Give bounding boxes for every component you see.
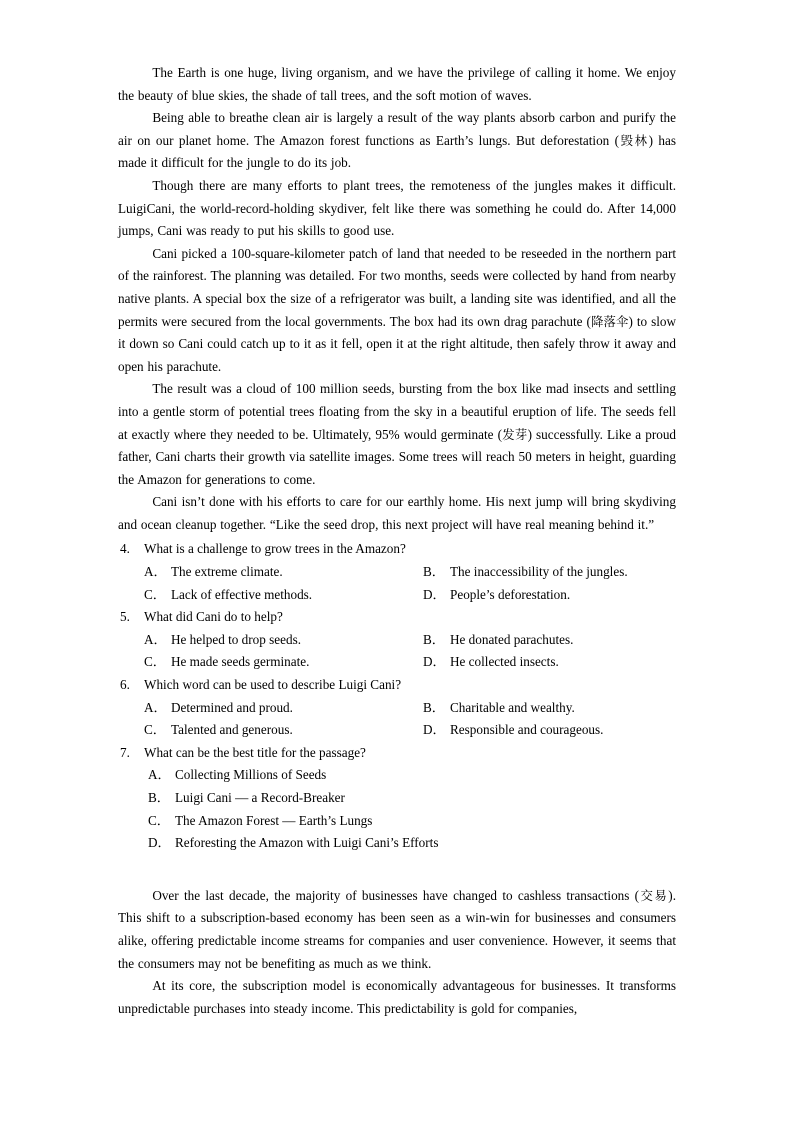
- passage-one-paragraph-2: Being able to breathe clean air is largely a result of the way plants absorb carbon and purify the air on our planet home. The Amazon forest functions as Earth’s lungs. But deforestation (毁林) has made it difficult for the jungle to do its job.: [118, 110, 677, 171]
- chinese-gloss: 降落伞: [590, 313, 629, 329]
- passage-one-paragraph-6: Cani isn’t done with his efforts to care for our earthly home. His next jump will bring skydiving and ocean cleanup together. “Like the seed drop, this next project will have real meaning behind it.”: [118, 494, 676, 532]
- question-item: [118, 742, 676, 855]
- option-b[interactable]: [397, 697, 676, 720]
- question-text: Which word can be used to describe Luigi Cani?: [144, 677, 402, 693]
- passage-two-paragraph-2: At its core, the subscription model is economically advantageous for businesses. It transforms unpredictable purchases into steady income. This predictability is gold for companies,: [118, 978, 676, 1016]
- question-number: 5.: [120, 609, 130, 625]
- question-text: What is a challenge to grow trees in the Amazon?: [144, 541, 406, 557]
- option-a[interactable]: [118, 764, 676, 787]
- chinese-gloss: 交易: [639, 887, 669, 903]
- option-c[interactable]: [118, 584, 397, 607]
- option-group: [118, 764, 676, 854]
- option-letter: C．: [148, 812, 170, 828]
- option-d[interactable]: [397, 584, 676, 607]
- option-a[interactable]: [118, 697, 397, 720]
- option-letter: D．: [423, 586, 446, 602]
- option-a[interactable]: [118, 629, 397, 652]
- question-list: [118, 538, 676, 854]
- passage-two: [118, 885, 676, 1021]
- option-label: He collected insects.: [450, 654, 559, 670]
- question-item: [118, 606, 676, 674]
- option-b[interactable]: [397, 629, 676, 652]
- option-b[interactable]: [118, 787, 676, 810]
- passage-two-paragraph-1: Over the last decade, the majority of businesses have changed to cashless transactions (交易). This shift to a subscription-based economy has been seen as a win-win for businesses and consumers alike, offering predictable income streams for companies and user convenience. However, it seems that the consumers may not be benefiting as much as we think.: [118, 887, 676, 971]
- question-number: 7.: [120, 744, 130, 760]
- option-group: [118, 697, 676, 742]
- passage-one-paragraph-4: Cani picked a 100-square-kilometer patch of land that needed to be reseeded in the northern part of the rainforest. The planning was detailed. For two months, seeds were collected by hand from nearby native plants. A special box the size of a refrigerator was built, a landing site was identified, and all the permits were secured from the local governments. The box had its own drag parachute (降落伞) to slow it down so Cani could catch up to it as it fell, open it at the right altitude, then safely throw it away and open his parachute.: [118, 245, 676, 374]
- chinese-gloss: 毁林: [619, 132, 649, 148]
- passage-one-paragraph-1: The Earth is one huge, living organism, and we have the privilege of calling it home. We enjoy the beauty of blue skies, the shade of tall trees, and the soft motion of waves.: [118, 65, 676, 103]
- option-group: [118, 561, 676, 606]
- option-label: Determined and proud.: [171, 699, 293, 715]
- option-letter: C．: [144, 722, 166, 738]
- question-number: 6.: [120, 677, 130, 693]
- page-content: [118, 62, 676, 1020]
- option-label: Lack of effective methods.: [171, 586, 313, 602]
- option-label: Collecting Millions of Seeds: [175, 767, 327, 783]
- passage-one-paragraph-3: Though there are many efforts to plant trees, the remoteness of the jungles makes it difficult. LuigiCani, the world-record-holding skydiver, felt like there was something he could do. After 14,000 jumps, Cani was ready to put his skills to good use.: [118, 177, 676, 239]
- option-label: Talented and generous.: [171, 722, 293, 738]
- option-d[interactable]: [397, 651, 676, 674]
- option-label: The inaccessibility of the jungles.: [450, 564, 628, 580]
- option-c[interactable]: [118, 810, 676, 833]
- chinese-gloss: 发芽: [501, 426, 528, 442]
- option-label: The Amazon Forest — Earth’s Lungs: [175, 812, 373, 828]
- option-label: People’s deforestation.: [450, 586, 571, 602]
- question-stem: [118, 742, 676, 765]
- passage-one: [118, 62, 676, 536]
- question-item: [118, 674, 676, 742]
- option-letter: A．: [144, 564, 167, 580]
- option-label: Reforesting the Amazon with Luigi Cani’s Efforts: [175, 835, 439, 851]
- option-letter: D．: [423, 654, 446, 670]
- option-label: Luigi Cani — a Record-Breaker: [175, 790, 345, 805]
- option-letter: A．: [144, 631, 167, 647]
- option-a[interactable]: [118, 561, 397, 584]
- question-stem: [118, 538, 676, 561]
- question-item: [118, 538, 676, 606]
- option-letter: B．: [423, 631, 445, 647]
- question-number: 4.: [120, 541, 130, 557]
- question-stem: [118, 606, 676, 629]
- passage-one-paragraph-5: The result was a cloud of 100 million seeds, bursting from the box like mad insects and settling into a gentle storm of potential trees floating from the sky in a beautiful eruption of life. The seeds fell at exactly where they needed to be. Ultimately, 95% would germinate (发芽) successfully. Like a proud father, Cani charts their growth via satellite images. Some trees will reach 50 meters in height, guarding the Amazon for generations to come.: [118, 381, 677, 487]
- option-label: He helped to drop seeds.: [171, 631, 302, 647]
- option-label: The extreme climate.: [171, 564, 283, 580]
- option-letter: A．: [148, 767, 171, 783]
- option-label: He made seeds germinate.: [171, 654, 310, 670]
- option-d[interactable]: [118, 832, 676, 855]
- option-letter: A．: [144, 699, 167, 715]
- option-letter: B．: [148, 790, 170, 805]
- section-divider: [118, 855, 676, 885]
- option-label: Responsible and courageous.: [450, 722, 604, 738]
- option-b[interactable]: [397, 561, 676, 584]
- option-letter: B．: [423, 699, 445, 715]
- option-letter: D．: [423, 722, 446, 738]
- option-letter: D．: [148, 835, 171, 851]
- option-d[interactable]: [397, 719, 676, 742]
- option-letter: C．: [144, 586, 166, 602]
- option-c[interactable]: [118, 719, 397, 742]
- option-group: [118, 629, 676, 674]
- question-text: What did Cani do to help?: [144, 609, 283, 625]
- question-text: What can be the best title for the passage?: [144, 744, 366, 760]
- option-label: He donated parachutes.: [450, 631, 574, 647]
- option-c[interactable]: [118, 651, 397, 674]
- option-label: Charitable and wealthy.: [450, 699, 575, 715]
- option-letter: C．: [144, 654, 166, 670]
- question-stem: [118, 674, 676, 697]
- option-letter: B．: [423, 564, 445, 580]
